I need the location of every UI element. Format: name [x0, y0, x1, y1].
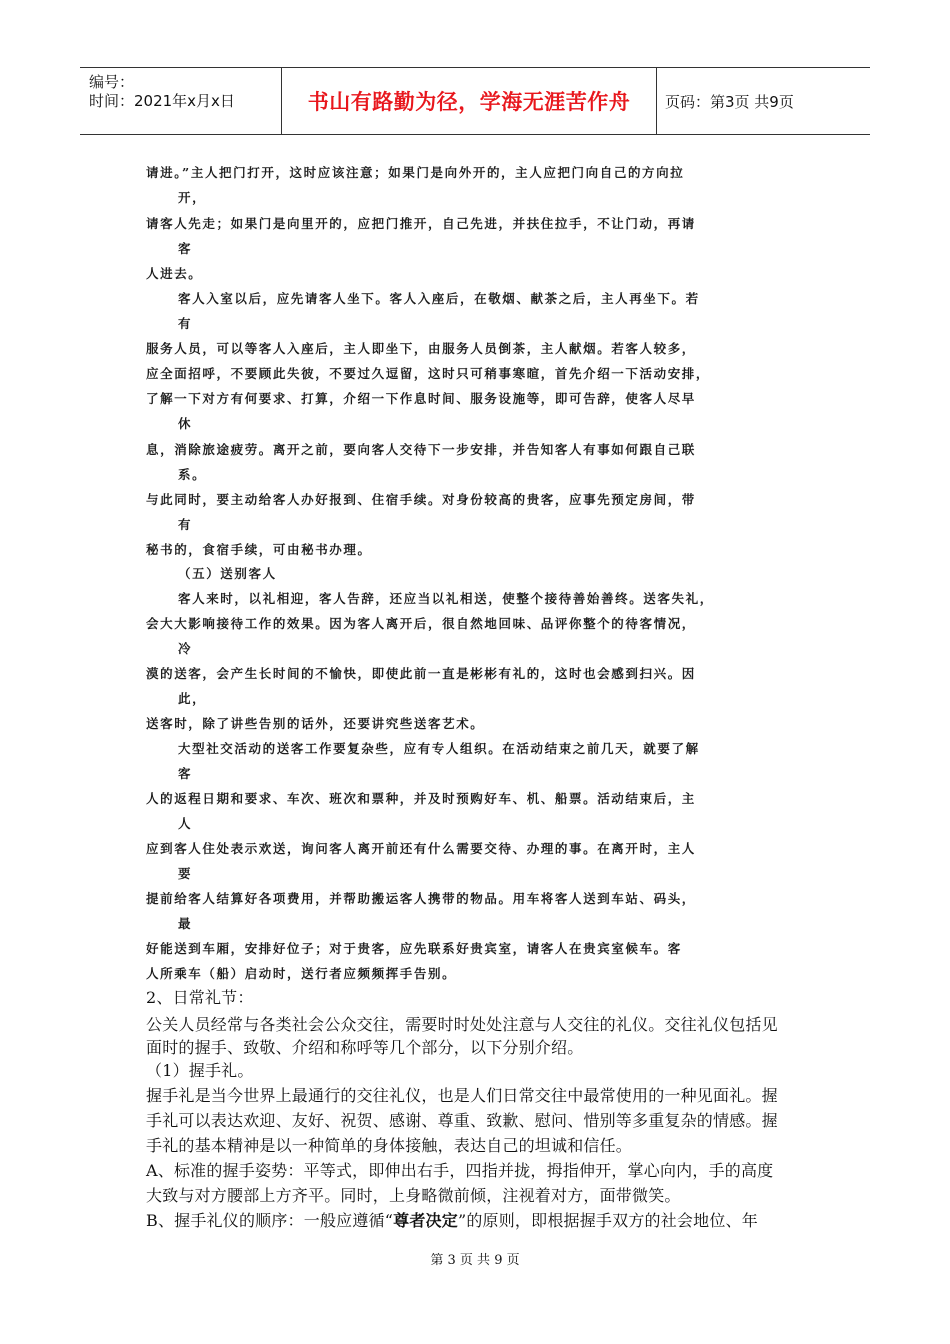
text-line: 冷: [178, 641, 193, 656]
text-line: 面时的握手、致敬、介绍和称呼等几个部分，以下分别介绍。: [146, 1038, 584, 1057]
text-segment: ”的原则，即根据握手双方的社会地位、年: [457, 1211, 758, 1230]
text-line: 人所乘车（船）启动时，送行者应频频挥手告别。: [146, 966, 457, 981]
text-line: 人进去。: [146, 266, 203, 281]
text-line: 会大大影响接待工作的效果。因为客人离开后，很自然地回味、品评你整个的待客情况，: [146, 616, 696, 631]
text-line: 此，: [178, 691, 207, 706]
number-label: 编号：: [89, 73, 135, 91]
text-line: A、标准的握手姿势：平等式，即伸出右手，四指并拢，拇指伸开，掌心向内，手的高度: [146, 1161, 774, 1180]
text-line: 公关人员经常与各类社会公众交往，需要时时处处注意与人交往的礼仪。交往礼仪包括见: [146, 1015, 778, 1034]
text-line: [146, 1208, 758, 1231]
text-line: 大致与对方腰部上方齐平。同时，上身略微前倾，注视着对方，面带微笑。: [146, 1186, 681, 1205]
text-line: 客人入室以后，应先请客人坐下。客人入座后，在敬烟、献茶之后，主人再坐下。若: [178, 291, 700, 306]
text-line: 系。: [178, 467, 207, 482]
text-line: 休: [178, 416, 193, 431]
emphasis-text: 尊者决定: [393, 1211, 458, 1230]
text-line: 有: [178, 517, 193, 532]
text-line: 握手礼是当今世界上最通行的交往礼仪，也是人们日常交往中最常使用的一种见面礼。握: [146, 1086, 778, 1105]
text-line: 手礼的基本精神是以一种简单的身体接触，表达自己的坦诚和信任。: [146, 1136, 633, 1155]
text-line: 息，消除旅途疲劳。离开之前，要向客人交待下一步安排，并告知客人有事如何跟自己联: [146, 442, 696, 457]
text-line: 送客时，除了讲些告别的话外，还要讲究些送客艺术。: [146, 716, 485, 731]
text-line: 好能送到车厢，安排好位子；对于贵客，应先联系好贵宾室，请客人在贵宾室候车。客: [146, 941, 682, 956]
text-line: 漠的送客，会产生长时间的不愉快，即使此前一直是彬彬有礼的，这时也会感到扫兴。因: [146, 666, 696, 681]
motto: 书山有路勤为径，学海无涯苦作舟: [282, 68, 657, 134]
subsection-heading: （1）握手礼。: [146, 1061, 254, 1080]
text-line: 秘书的，食宿手续，可由秘书办理。: [146, 542, 372, 557]
text-line: 应到客人住处表示欢送，询问客人离开前还有什么需要交待、办理的事。在离开时，主人: [146, 841, 696, 856]
text-line: 应全面招呼，不要顾此失彼，不要过久逗留，这时只可稍事寒暄，首先介绍一下活动安排，: [146, 366, 711, 381]
text-line: 人: [178, 816, 193, 831]
text-line: 开，: [178, 190, 207, 205]
text-line: 与此同时，要主动给客人办好报到、住宿手续。对身份较高的贵客，应事先预定房间，带: [146, 492, 696, 507]
text-line: 客人来时，以礼相迎，客人告辞，还应当以礼相送，使整个接待善始善终。送客失礼，: [178, 591, 714, 606]
text-line: 请进。”主人把门打开，这时应该注意；如果门是向外开的，主人应把门向自己的方向拉: [146, 165, 685, 180]
text-line: 要: [178, 866, 193, 881]
text-line: 提前给客人结算好各项费用，并帮助搬运客人携带的物品。用车将客人送到车站、码头，: [146, 891, 696, 906]
text-line: 大型社交活动的送客工作要复杂些，应有专人组织。在活动结束之前几天，就要了解: [178, 741, 700, 756]
text-line: 请客人先走；如果门是向里开的，应把门推开，自己先进，并扶住拉手，不让门动，再请: [146, 216, 696, 231]
text-segment: B、握手礼仪的顺序：一般应遵循“: [146, 1211, 394, 1230]
section-heading: 2、日常礼节：: [146, 988, 254, 1007]
text-line: 客: [178, 766, 193, 781]
page-footer: 第 3 页 共 9 页: [430, 1253, 520, 1268]
header-meta: [80, 68, 282, 134]
page-header: [80, 67, 870, 135]
page-info: 页码：第3页 共9页: [665, 92, 794, 111]
text-line: 手礼可以表达欢迎、友好、祝贺、感谢、尊重、致歉、慰问、惜别等多重复杂的情感。握: [146, 1111, 778, 1130]
section-heading: （五）送别客人: [178, 566, 277, 581]
text-line: 了解一下对方有何要求、打算，介绍一下作息时间、服务设施等，即可告辞，使客人尽早: [146, 391, 696, 406]
text-line: 人的返程日期和要求、车次、班次和票种，并及时预购好车、机、船票。活动结束后，主: [146, 791, 696, 806]
text-line: 最: [178, 916, 193, 931]
text-line: 客: [178, 241, 193, 256]
text-line: 服务人员，可以等客人入座后，主人即坐下，由服务人员倒茶，主人献烟。若客人较多，: [146, 341, 696, 356]
time-label: 时间：2021年x月x日: [89, 92, 235, 110]
text-line: 有: [178, 316, 193, 331]
